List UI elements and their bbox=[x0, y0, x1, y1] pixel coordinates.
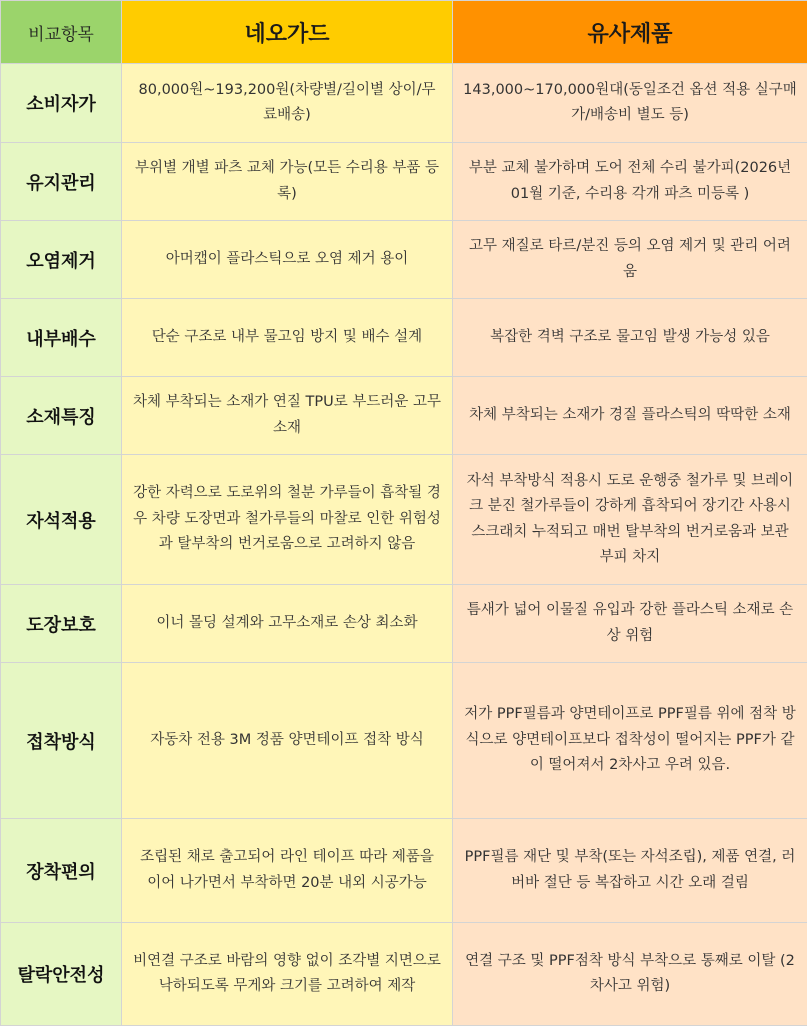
table-row bbox=[1, 923, 807, 1026]
table-row bbox=[1, 64, 807, 143]
row-label: 접착방식 bbox=[1, 663, 122, 819]
row-label: 소재특징 bbox=[1, 377, 122, 455]
table-row bbox=[1, 819, 807, 923]
row-label: 오염제거 bbox=[1, 221, 122, 299]
row-label: 유지관리 bbox=[1, 143, 122, 221]
neo-cell: 이너 몰딩 설계와 고무소재로 손상 최소화 bbox=[122, 585, 453, 663]
similar-cell: 부분 교체 불가하며 도어 전체 수리 불가피(2026년 01월 기준, 수리용 각개 파츠 미등록 ) bbox=[453, 143, 807, 221]
header-item: 비교항목 bbox=[1, 1, 122, 64]
similar-cell: 자석 부착방식 적용시 도로 운행중 철가루 및 브레이크 분진 철가루들이 강하게 흡착되어 장기간 사용시 스크래치 누적되고 매번 탈부착의 번거로움과 보관 부피 차지 bbox=[453, 455, 807, 585]
neo-cell: 단순 구조로 내부 물고임 방지 및 배수 설계 bbox=[122, 299, 453, 377]
header-neoguard: 네오가드 bbox=[122, 1, 453, 64]
table-row bbox=[1, 299, 807, 377]
neo-cell: 80,000원~193,200원(차량별/길이별 상이/무료배송) bbox=[122, 64, 453, 143]
similar-cell: 저가 PPF필름과 양면테이프로 PPF필름 위에 점착 방식으로 양면테이프보다 접착성이 떨어지는 PPF가 같이 떨어져서 2차사고 우려 있음. bbox=[453, 663, 807, 819]
table-row bbox=[1, 221, 807, 299]
row-label: 탈락안전성 bbox=[1, 923, 122, 1026]
neo-cell: 비연결 구조로 바람의 영향 없이 조각별 지면으로 낙하되도록 무게와 크기를 고려하여 제작 bbox=[122, 923, 453, 1026]
similar-cell: 틈새가 넓어 이물질 유입과 강한 플라스틱 소재로 손상 위험 bbox=[453, 585, 807, 663]
similar-cell: 143,000~170,000원대(동일조건 옵션 적용 실구매가/배송비 별도 등) bbox=[453, 64, 807, 143]
header-row bbox=[1, 1, 807, 64]
neo-cell: 차체 부착되는 소재가 연질 TPU로 부드러운 고무소재 bbox=[122, 377, 453, 455]
table-row bbox=[1, 455, 807, 585]
similar-cell: 차체 부착되는 소재가 경질 플라스틱의 딱딱한 소재 bbox=[453, 377, 807, 455]
header-similar-product: 유사제품 bbox=[453, 1, 807, 64]
row-label: 장착편의 bbox=[1, 819, 122, 923]
neo-cell: 강한 자력으로 도로위의 철분 가루들이 흡착될 경우 차량 도장면과 철가루들의 마찰로 인한 위험성과 탈부착의 번거로움으로 고려하지 않음 bbox=[122, 455, 453, 585]
table-row bbox=[1, 585, 807, 663]
table-row bbox=[1, 663, 807, 819]
neo-cell: 조립된 채로 출고되어 라인 테이프 따라 제품을 이어 나가면서 부착하면 20분 내외 시공가능 bbox=[122, 819, 453, 923]
table-row bbox=[1, 377, 807, 455]
row-label: 내부배수 bbox=[1, 299, 122, 377]
similar-cell: PPF필름 재단 및 부착(또는 자석조립), 제품 연결, 러버바 절단 등 복잡하고 시간 오래 걸림 bbox=[453, 819, 807, 923]
neo-cell: 부위별 개별 파츠 교체 가능(모든 수리용 부품 등록) bbox=[122, 143, 453, 221]
similar-cell: 연결 구조 및 PPF점착 방식 부착으로 통째로 이탈 (2차사고 위험) bbox=[453, 923, 807, 1026]
similar-cell: 복잡한 격벽 구조로 물고임 발생 가능성 있음 bbox=[453, 299, 807, 377]
neo-cell: 아머캡이 플라스틱으로 오염 제거 용이 bbox=[122, 221, 453, 299]
similar-cell: 고무 재질로 타르/분진 등의 오염 제거 및 관리 어려움 bbox=[453, 221, 807, 299]
row-label: 소비자가 bbox=[1, 64, 122, 143]
neo-cell: 자동차 전용 3M 정품 양면테이프 접착 방식 bbox=[122, 663, 453, 819]
row-label: 자석적용 bbox=[1, 455, 122, 585]
table-row bbox=[1, 143, 807, 221]
row-label: 도장보호 bbox=[1, 585, 122, 663]
